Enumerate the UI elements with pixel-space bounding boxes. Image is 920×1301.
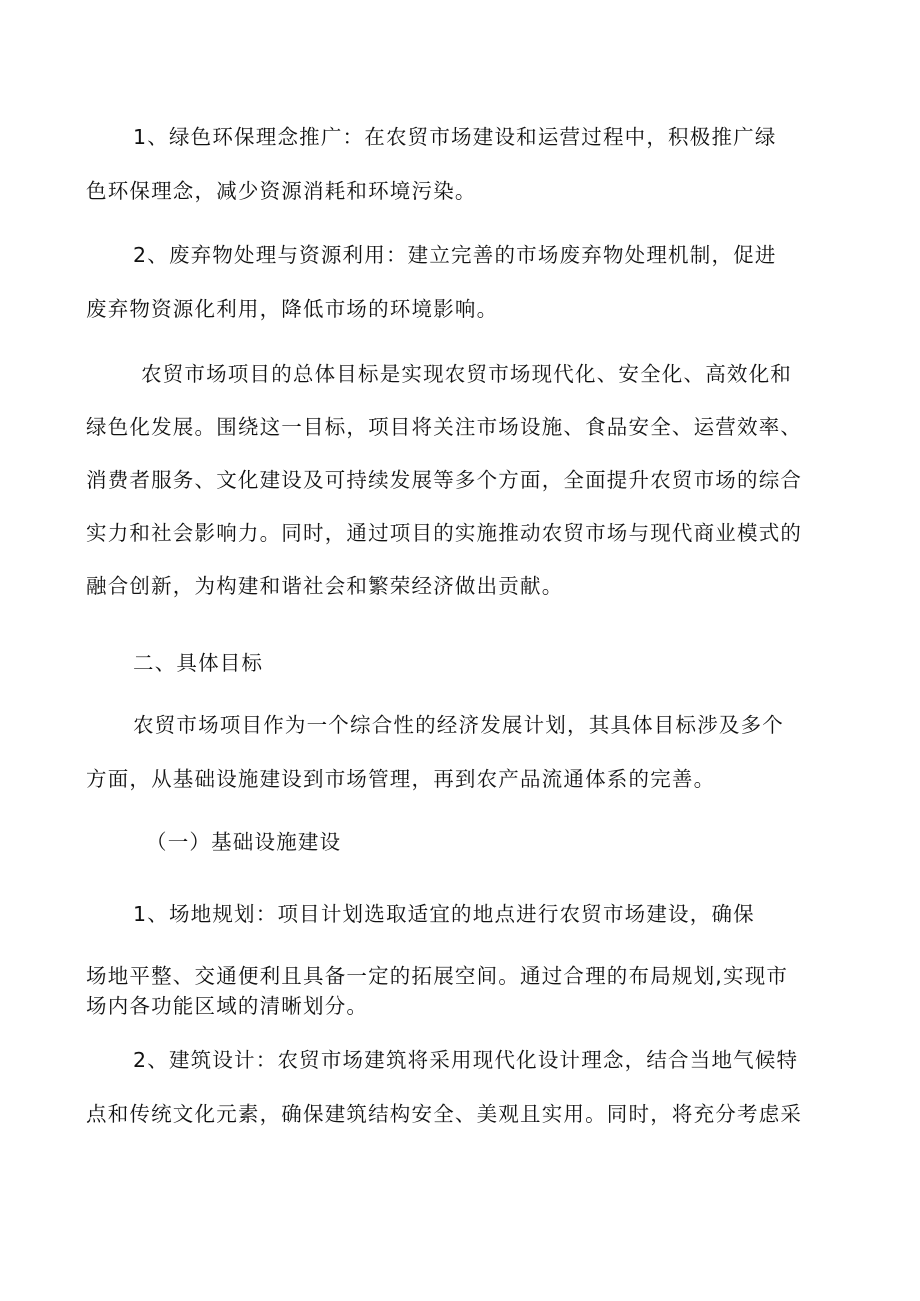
paragraph-4-line-1: 农贸市场项目作为一个综合性的经济发展计划，其具体目标涉及多个	[133, 713, 784, 737]
paragraph-6-line-2: 点和传统文化元素，确保建筑结构安全、美观且实用。同时，将充分考虑采	[86, 1102, 803, 1126]
paragraph-3-line-5: 融合创新，为构建和谐社会和繁荣经济做出贡献。	[86, 574, 564, 598]
paragraph-5-line-2: 场地平整、交通便利且具备一定的拓展空间。通过合理的布局规划,实现市	[86, 964, 789, 988]
paragraph-4-line-2: 方面，从基础设施建设到市场管理，再到农产品流通体系的完善。	[86, 767, 716, 791]
paragraph-1-line-2: 色环保理念，减少资源消耗和环境污染。	[86, 179, 477, 203]
paragraph-2-line-2: 废弃物资源化利用，降低市场的环境影响。	[86, 297, 499, 321]
paragraph-5-line-1: 1、场地规划：项目计划选取适宜的地点进行农贸市场建设，确保	[133, 902, 755, 926]
paragraph-3-line-2: 绿色化发展。围绕这一目标，项目将关注市场设施、食品安全、运营效率、	[86, 415, 803, 439]
paragraph-3-line-1: 农贸市场项目的总体目标是实现农贸市场现代化、安全化、高效化和	[141, 362, 792, 386]
paragraph-6-line-1: 2、建筑设计：农贸市场建筑将采用现代化设计理念，结合当地气候特	[133, 1048, 799, 1072]
subsection-heading: （一）基础设施建设	[146, 830, 342, 854]
section-heading: 二、具体目标	[133, 651, 264, 675]
paragraph-3-line-4: 实力和社会影响力。同时，通过项目的实施推动农贸市场与现代商业模式的	[86, 521, 803, 545]
paragraph-1-line-1: 1、绿色环保理念推广：在农贸市场建设和运营过程中，积极推广绿	[133, 125, 777, 149]
paragraph-2-line-1: 2、废弃物处理与资源利用：建立完善的市场废弃物处理机制，促进	[133, 243, 777, 267]
paragraph-5-line-3: 场内各功能区域的清晰划分。	[86, 994, 369, 1018]
paragraph-3-line-3: 消费者服务、文化建设及可持续发展等多个方面，全面提升农贸市场的综合	[86, 468, 803, 492]
